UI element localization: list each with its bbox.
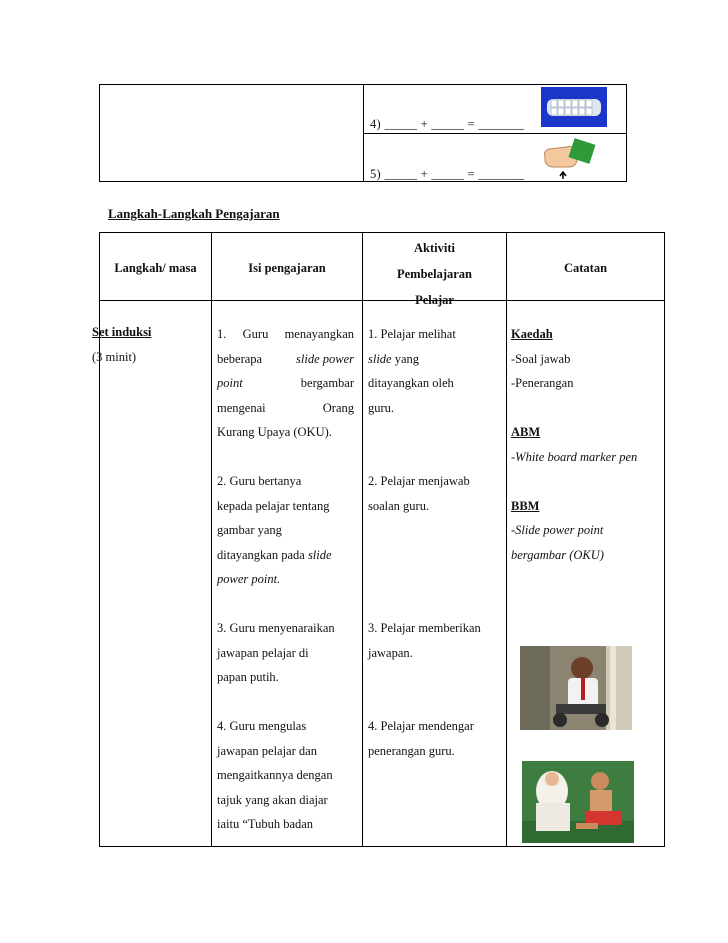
text-line: mengaitkannya dengan xyxy=(217,768,333,782)
header-aktiviti-line: Pelajar xyxy=(415,293,454,307)
text-line: 3. Guru menyenaraikan xyxy=(217,621,335,635)
text-span: mengenai xyxy=(217,400,266,415)
text-line: -Penerangan xyxy=(511,376,574,390)
text-line: 1. Guru menayangkan xyxy=(217,327,354,341)
header-aktiviti xyxy=(363,235,506,313)
text-line: 4. Guru mengulas xyxy=(217,719,307,733)
header-isi: Isi pengajaran xyxy=(248,261,326,275)
text-line xyxy=(217,543,354,568)
kaedah-label: Kaedah xyxy=(511,327,553,341)
text-line: 2. Pelajar menjawab xyxy=(368,474,470,488)
text-line: 1. Pelajar melihat xyxy=(368,327,456,341)
text-line: Kurang Upaya (OKU). xyxy=(217,425,332,439)
text-line: papan putih. xyxy=(217,670,279,684)
text-line: 2. Guru bertanya xyxy=(217,474,302,488)
text-line: guru. xyxy=(368,400,395,415)
row-divider xyxy=(363,133,626,134)
text-line: 3. Pelajar memberikan xyxy=(368,621,481,635)
lesson-steps-table xyxy=(92,232,665,847)
text-line xyxy=(217,371,354,396)
text-span: slide xyxy=(368,351,392,366)
header-aktiviti-line: Pembelajaran xyxy=(397,267,472,281)
text-line xyxy=(217,396,354,421)
column-divider xyxy=(211,233,212,846)
text-line: 4. Pelajar mendengar xyxy=(368,719,474,733)
text-span: beberapa xyxy=(217,351,263,366)
teeth-image xyxy=(541,87,607,127)
column-divider xyxy=(506,233,507,846)
section-heading: Langkah-Langkah Pengajaran xyxy=(108,206,280,221)
text-line: gambar yang xyxy=(217,523,282,537)
text-line: bergambar (OKU) xyxy=(511,547,604,562)
text-line: -Slide power point xyxy=(511,523,604,537)
text-line: ditayangkan oleh xyxy=(368,376,454,390)
oku-photo-2 xyxy=(522,761,634,843)
text-span: ditayangkan pada xyxy=(217,547,308,562)
bbm-label: BBM xyxy=(511,498,540,513)
oku-photo-1 xyxy=(520,646,632,730)
text-line: -White board marker pen xyxy=(511,449,638,464)
text-span: bergambar xyxy=(300,376,354,390)
hand-image xyxy=(541,137,601,179)
step-name: Set induksi xyxy=(92,325,152,339)
text-line: kepada pelajar tentang xyxy=(217,498,330,513)
header-catatan: Catatan xyxy=(563,261,608,275)
text-line: tajuk yang akan diajar xyxy=(217,792,328,807)
worksheet-table xyxy=(99,84,627,182)
text-line xyxy=(217,347,354,372)
text-line: jawapan. xyxy=(368,645,413,660)
content-cell xyxy=(217,322,354,837)
step-time: (3 minit) xyxy=(92,349,137,364)
text-line: soalan guru. xyxy=(368,498,430,513)
step-cell xyxy=(92,320,210,369)
text-line: iaitu “Tubuh badan xyxy=(217,817,314,831)
text-span: yang xyxy=(391,351,420,366)
header-aktiviti-line: Aktiviti xyxy=(414,241,455,255)
activity-cell xyxy=(368,322,504,763)
text-line: jawapan pelajar dan xyxy=(217,743,317,758)
abm-label: ABM xyxy=(511,425,541,439)
column-divider xyxy=(362,233,363,846)
text-line: power point. xyxy=(217,572,281,586)
equation-4: 4) _____ + _____ = _______ xyxy=(370,117,525,131)
header-langkah: Langkah/ masa xyxy=(114,261,197,275)
text-line xyxy=(368,347,504,372)
text-span: point xyxy=(217,376,243,390)
text-span: slide xyxy=(307,547,332,562)
text-line: -Soal jawab xyxy=(511,351,571,366)
text-line: penerangan guru. xyxy=(368,743,455,758)
notes-cell xyxy=(511,322,663,567)
equation-5: 5) _____ + _____ = _______ xyxy=(370,167,525,181)
text-span: Orang xyxy=(322,400,354,415)
text-line: jawapan pelajar di xyxy=(217,645,309,660)
text-span: slide power xyxy=(296,351,354,366)
